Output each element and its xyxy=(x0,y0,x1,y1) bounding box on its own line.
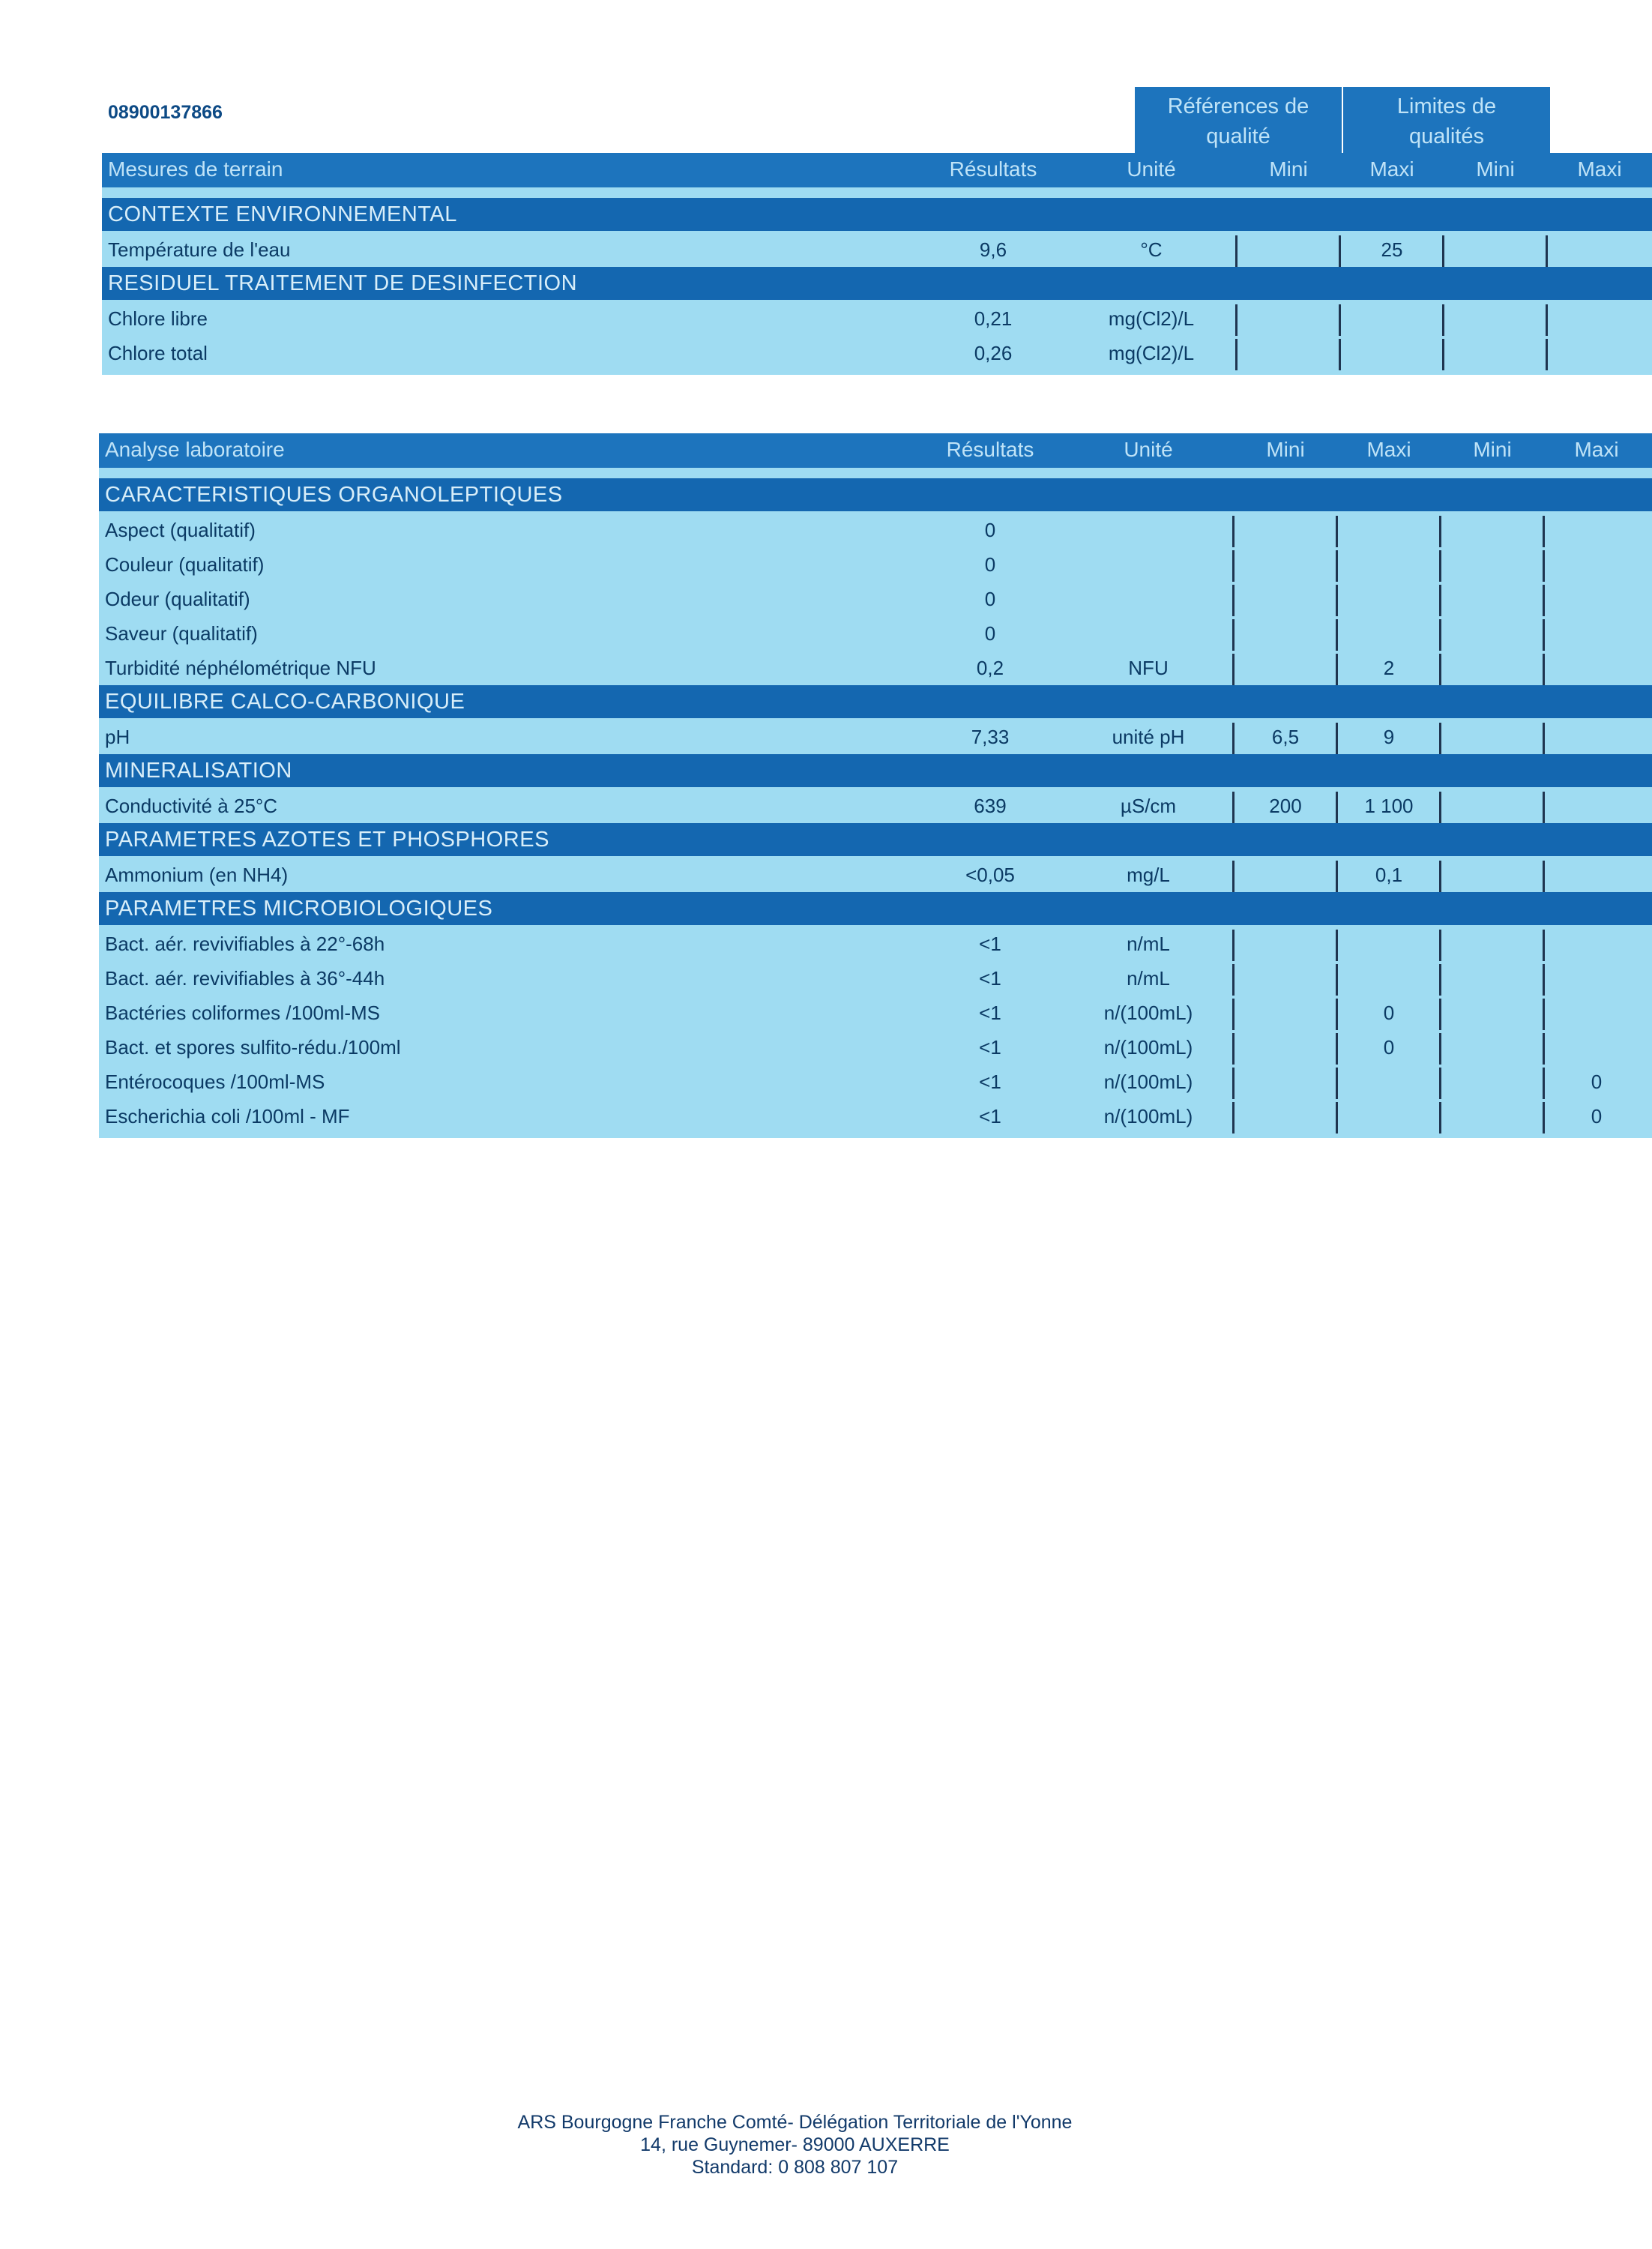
terrain-title: Mesures de terrain xyxy=(108,157,283,181)
cell-result: 0 xyxy=(984,622,996,645)
cell-ref-max xyxy=(1340,336,1444,370)
column-divider xyxy=(1232,1102,1235,1133)
parameter-label: Odeur (qualitatif) xyxy=(105,588,250,610)
parameter-label: Bact. et spores sulfito-rédu./100ml xyxy=(105,1036,401,1059)
section-header xyxy=(102,267,1652,300)
cell-ref-max xyxy=(1337,1065,1441,1099)
cell-ref-min xyxy=(1234,582,1337,616)
column-divider xyxy=(1439,964,1441,996)
cell-lim-max xyxy=(1544,616,1649,651)
cell-lim-max xyxy=(1544,651,1649,685)
section-title: PARAMETRES MICROBIOLOGIQUES xyxy=(105,897,493,921)
cell-unit: mg(Cl2)/L xyxy=(1108,307,1195,330)
cell-lim-min xyxy=(1441,513,1544,547)
column-divider xyxy=(1232,585,1235,616)
cell-lim-min xyxy=(1441,927,1544,961)
parameter-label: Température de l'eau xyxy=(108,238,291,261)
cell-ref-max: 2 xyxy=(1383,657,1395,679)
cell-unit xyxy=(1063,547,1234,582)
cell-lim-max xyxy=(1544,720,1649,754)
parameter-label: Conductivité à 25°C xyxy=(105,795,278,817)
column-divider xyxy=(1232,550,1235,582)
cell-lim-max xyxy=(1544,1030,1649,1065)
cell-ref-min xyxy=(1234,651,1337,685)
col-resultats: Résultats xyxy=(946,438,1034,461)
cell-lim-min xyxy=(1441,961,1544,996)
cell-lim-max: 0 xyxy=(1591,1071,1603,1093)
column-divider xyxy=(1543,723,1545,754)
column-divider xyxy=(1235,339,1238,370)
cell-lim-min xyxy=(1441,651,1544,685)
col-ref-maxi: Maxi xyxy=(1366,438,1411,461)
column-divider xyxy=(1336,1033,1338,1065)
section-header xyxy=(99,892,1652,925)
cell-ref-min xyxy=(1234,1065,1337,1099)
parameter-label: Turbidité néphélométrique NFU xyxy=(105,657,376,679)
section-title: PARAMETRES AZOTES ET PHOSPHORES xyxy=(105,828,549,852)
table-row xyxy=(99,789,1652,823)
terrain-table xyxy=(102,153,1652,375)
footer-line-address: 14, rue Guynemer- 89000 AUXERRE xyxy=(640,2134,950,2155)
table-row xyxy=(99,858,1652,892)
cell-lim-min xyxy=(1441,1065,1544,1099)
cell-lim-max xyxy=(1544,547,1649,582)
table-row xyxy=(102,232,1652,267)
column-divider xyxy=(1336,861,1338,892)
column-divider xyxy=(1442,339,1444,370)
cell-lim-min xyxy=(1441,789,1544,823)
cell-lim-min xyxy=(1441,1099,1544,1133)
column-divider xyxy=(1336,930,1338,961)
cell-lim-min xyxy=(1441,720,1544,754)
column-divider xyxy=(1439,619,1441,651)
column-divider xyxy=(1543,654,1545,685)
table-row xyxy=(99,1030,1652,1065)
cell-ref-min xyxy=(1237,336,1340,370)
column-divider xyxy=(1543,792,1545,823)
cell-unit: n/(100mL) xyxy=(1103,1071,1193,1093)
cell-lim-min xyxy=(1441,1030,1544,1065)
section-title: MINERALISATION xyxy=(105,759,292,783)
column-divider xyxy=(1543,1102,1545,1133)
column-divider xyxy=(1339,304,1341,336)
column-divider xyxy=(1336,550,1338,582)
parameter-label: Ammonium (en NH4) xyxy=(105,864,289,886)
column-divider xyxy=(1439,1068,1441,1099)
column-divider xyxy=(1543,930,1545,961)
cell-result: <1 xyxy=(979,967,1001,990)
references-label: Références de qualité xyxy=(1167,94,1309,148)
column-divider xyxy=(1439,585,1441,616)
cell-result: <1 xyxy=(979,1071,1001,1093)
cell-ref-min xyxy=(1234,1030,1337,1065)
cell-ref-max xyxy=(1337,927,1441,961)
column-divider xyxy=(1543,516,1545,547)
column-divider xyxy=(1543,999,1545,1030)
section-title: EQUILIBRE CALCO-CARBONIQUE xyxy=(105,690,465,714)
cell-result: <1 xyxy=(979,1105,1001,1127)
cell-ref-max: 9 xyxy=(1383,726,1395,748)
cell-lim-max xyxy=(1544,513,1649,547)
column-divider xyxy=(1336,516,1338,547)
cell-result: 7,33 xyxy=(971,726,1010,748)
cell-ref-min xyxy=(1234,547,1337,582)
col-unite: Unité xyxy=(1127,157,1176,181)
cell-result: 0,21 xyxy=(974,307,1013,330)
parameter-label: Escherichia coli /100ml - MF xyxy=(105,1105,350,1127)
cell-result: 639 xyxy=(974,795,1007,817)
col-lim-mini: Mini xyxy=(1476,157,1515,181)
cell-ref-min xyxy=(1234,513,1337,547)
cell-ref-max: 0 xyxy=(1383,1002,1395,1024)
column-divider xyxy=(1232,792,1235,823)
column-divider xyxy=(1543,861,1545,892)
cell-lim-max xyxy=(1544,858,1649,892)
cell-unit: NFU xyxy=(1128,657,1169,679)
cell-lim-max xyxy=(1544,789,1649,823)
cell-ref-min xyxy=(1234,858,1337,892)
table-row xyxy=(102,336,1652,370)
footer xyxy=(0,2111,1590,2179)
table-row xyxy=(99,651,1652,685)
column-divider xyxy=(1439,792,1441,823)
parameter-label: Saveur (qualitatif) xyxy=(105,622,258,645)
limites-header xyxy=(1343,87,1550,156)
cell-unit: mg(Cl2)/L xyxy=(1108,342,1195,364)
section-header xyxy=(102,198,1652,231)
parameter-label: Entérocoques /100ml-MS xyxy=(105,1071,325,1093)
column-divider xyxy=(1546,235,1548,267)
column-divider xyxy=(1543,585,1545,616)
cell-ref-min: 6,5 xyxy=(1271,726,1300,748)
column-divider xyxy=(1339,235,1341,267)
footer-line-org: ARS Bourgogne Franche Comté- Délégation Territoriale de l'Yonne xyxy=(517,2112,1073,2133)
section-title: CONTEXTE ENVIRONNEMENTAL xyxy=(108,202,457,226)
table-row xyxy=(99,547,1652,582)
cell-result: 0,26 xyxy=(974,342,1013,364)
cell-unit: n/mL xyxy=(1127,933,1170,955)
parameter-label: Aspect (qualitatif) xyxy=(105,519,256,541)
terrain-header-row xyxy=(102,153,1652,187)
cell-result: 9,6 xyxy=(979,238,1007,261)
cell-lim-max xyxy=(1547,336,1652,370)
column-divider xyxy=(1439,930,1441,961)
cell-unit: n/(100mL) xyxy=(1103,1105,1193,1127)
column-divider xyxy=(1543,964,1545,996)
column-divider xyxy=(1232,964,1235,996)
column-divider xyxy=(1232,1068,1235,1099)
cell-lim-min xyxy=(1441,858,1544,892)
col-ref-mini: Mini xyxy=(1266,438,1305,461)
table-row xyxy=(99,961,1652,996)
cell-unit: °C xyxy=(1140,238,1163,261)
cell-unit: unité pH xyxy=(1112,726,1185,748)
cell-ref-min xyxy=(1237,232,1340,267)
parameter-label: Chlore libre xyxy=(108,307,208,330)
column-divider xyxy=(1336,619,1338,651)
cell-lim-min xyxy=(1444,336,1547,370)
table-row xyxy=(99,720,1652,754)
cell-lim-max xyxy=(1544,996,1649,1030)
column-divider xyxy=(1439,1102,1441,1133)
parameter-label: Chlore total xyxy=(108,342,208,364)
column-divider xyxy=(1442,304,1444,336)
parameter-label: Bactéries coliformes /100ml-MS xyxy=(105,1002,380,1024)
table-row xyxy=(102,301,1652,336)
column-divider xyxy=(1336,964,1338,996)
column-divider xyxy=(1336,654,1338,685)
column-divider xyxy=(1232,1033,1235,1065)
cell-ref-max xyxy=(1337,1099,1441,1133)
col-lim-maxi: Maxi xyxy=(1574,438,1619,461)
cell-lim-min xyxy=(1441,996,1544,1030)
cell-ref-max xyxy=(1337,547,1441,582)
table-row xyxy=(99,1099,1652,1133)
cell-lim-max xyxy=(1544,927,1649,961)
cell-unit: n/(100mL) xyxy=(1103,1002,1193,1024)
column-divider xyxy=(1336,792,1338,823)
col-ref-maxi: Maxi xyxy=(1369,157,1414,181)
column-divider xyxy=(1235,304,1238,336)
cell-ref-max xyxy=(1337,582,1441,616)
section-title: RESIDUEL TRAITEMENT DE DESINFECTION xyxy=(108,271,578,295)
cell-ref-min: 200 xyxy=(1269,795,1302,817)
cell-unit: n/(100mL) xyxy=(1103,1036,1193,1059)
cell-ref-min xyxy=(1237,301,1340,336)
column-divider xyxy=(1336,1102,1338,1133)
column-divider xyxy=(1546,339,1548,370)
column-divider xyxy=(1543,550,1545,582)
col-lim-maxi: Maxi xyxy=(1577,157,1622,181)
cell-ref-min xyxy=(1234,996,1337,1030)
cell-lim-min xyxy=(1441,547,1544,582)
column-divider xyxy=(1543,1068,1545,1099)
cell-lim-min xyxy=(1441,582,1544,616)
cell-ref-max xyxy=(1337,961,1441,996)
cell-unit xyxy=(1063,513,1234,547)
cell-lim-max xyxy=(1544,961,1649,996)
cell-unit: n/mL xyxy=(1127,967,1170,990)
section-header xyxy=(99,478,1652,511)
column-divider xyxy=(1439,550,1441,582)
cell-lim-min xyxy=(1444,232,1547,267)
cell-ref-min xyxy=(1234,961,1337,996)
cell-ref-max: 1 100 xyxy=(1364,795,1414,817)
laboratoire-title: Analyse laboratoire xyxy=(105,438,285,461)
references-header xyxy=(1135,87,1342,156)
cell-unit xyxy=(1063,582,1234,616)
parameter-label: pH xyxy=(105,726,130,748)
column-divider xyxy=(1232,930,1235,961)
column-divider xyxy=(1232,723,1235,754)
laboratoire-header-row xyxy=(99,433,1652,468)
cell-result: <1 xyxy=(979,933,1001,955)
cell-ref-min xyxy=(1234,1099,1337,1133)
column-divider xyxy=(1232,999,1235,1030)
cell-ref-max: 25 xyxy=(1381,238,1403,261)
cell-result: <1 xyxy=(979,1036,1001,1059)
cell-result: 0 xyxy=(984,588,996,610)
table-row xyxy=(99,996,1652,1030)
column-divider xyxy=(1546,304,1548,336)
column-divider xyxy=(1439,723,1441,754)
column-divider xyxy=(1439,654,1441,685)
column-divider xyxy=(1543,619,1545,651)
column-divider xyxy=(1439,861,1441,892)
cell-ref-max: 0,1 xyxy=(1375,864,1403,886)
cell-ref-max xyxy=(1337,513,1441,547)
document-id: 08900137866 xyxy=(108,102,223,123)
column-divider xyxy=(1336,585,1338,616)
cell-unit: mg/L xyxy=(1127,864,1170,886)
column-divider xyxy=(1442,235,1444,267)
cell-lim-max xyxy=(1547,301,1652,336)
column-divider xyxy=(1232,619,1235,651)
cell-result: 0,2 xyxy=(976,657,1004,679)
column-divider xyxy=(1336,1068,1338,1099)
cell-lim-max xyxy=(1544,582,1649,616)
cell-ref-max xyxy=(1337,616,1441,651)
laboratoire-table xyxy=(99,433,1652,1138)
cell-ref-min xyxy=(1234,616,1337,651)
laboratoire-header-gap xyxy=(99,468,1652,478)
section-header xyxy=(99,823,1652,856)
cell-lim-max: 0 xyxy=(1591,1105,1603,1127)
section-title: CARACTERISTIQUES ORGANOLEPTIQUES xyxy=(105,483,563,507)
table-row xyxy=(99,927,1652,961)
cell-result: <1 xyxy=(979,1002,1001,1024)
table-row xyxy=(99,1065,1652,1099)
cell-lim-min xyxy=(1444,301,1547,336)
table-row xyxy=(99,582,1652,616)
column-divider xyxy=(1439,999,1441,1030)
parameter-label: Bact. aér. revivifiables à 22°-68h xyxy=(105,933,385,955)
column-divider xyxy=(1543,1033,1545,1065)
cell-ref-max xyxy=(1340,301,1444,336)
column-divider xyxy=(1336,999,1338,1030)
column-divider xyxy=(1232,516,1235,547)
table-row xyxy=(99,616,1652,651)
column-divider xyxy=(1439,516,1441,547)
terrain-header-gap xyxy=(102,187,1652,198)
column-divider xyxy=(1439,1033,1441,1065)
footer-line-phone: Standard: 0 808 807 107 xyxy=(691,2157,899,2178)
cell-ref-max: 0 xyxy=(1383,1036,1395,1059)
cell-result: 0 xyxy=(984,553,996,576)
cell-lim-min xyxy=(1441,616,1544,651)
cell-result: 0 xyxy=(984,519,996,541)
limites-label: Limites de qualités xyxy=(1396,94,1497,148)
section-header xyxy=(99,685,1652,718)
table-row xyxy=(99,513,1652,547)
cell-unit: µS/cm xyxy=(1120,795,1177,817)
cell-unit xyxy=(1063,616,1234,651)
parameter-label: Couleur (qualitatif) xyxy=(105,553,265,576)
col-lim-mini: Mini xyxy=(1473,438,1512,461)
cell-result: <0,05 xyxy=(965,864,1015,886)
section-header xyxy=(99,754,1652,787)
cell-lim-max xyxy=(1547,232,1652,267)
column-divider xyxy=(1336,723,1338,754)
column-divider xyxy=(1235,235,1238,267)
col-resultats: Résultats xyxy=(949,157,1037,181)
col-unite: Unité xyxy=(1124,438,1173,461)
parameter-label: Bact. aér. revivifiables à 36°-44h xyxy=(105,967,385,990)
column-divider xyxy=(1339,339,1341,370)
column-divider xyxy=(1232,861,1235,892)
cell-ref-min xyxy=(1234,927,1337,961)
column-divider xyxy=(1232,654,1235,685)
col-ref-mini: Mini xyxy=(1269,157,1308,181)
